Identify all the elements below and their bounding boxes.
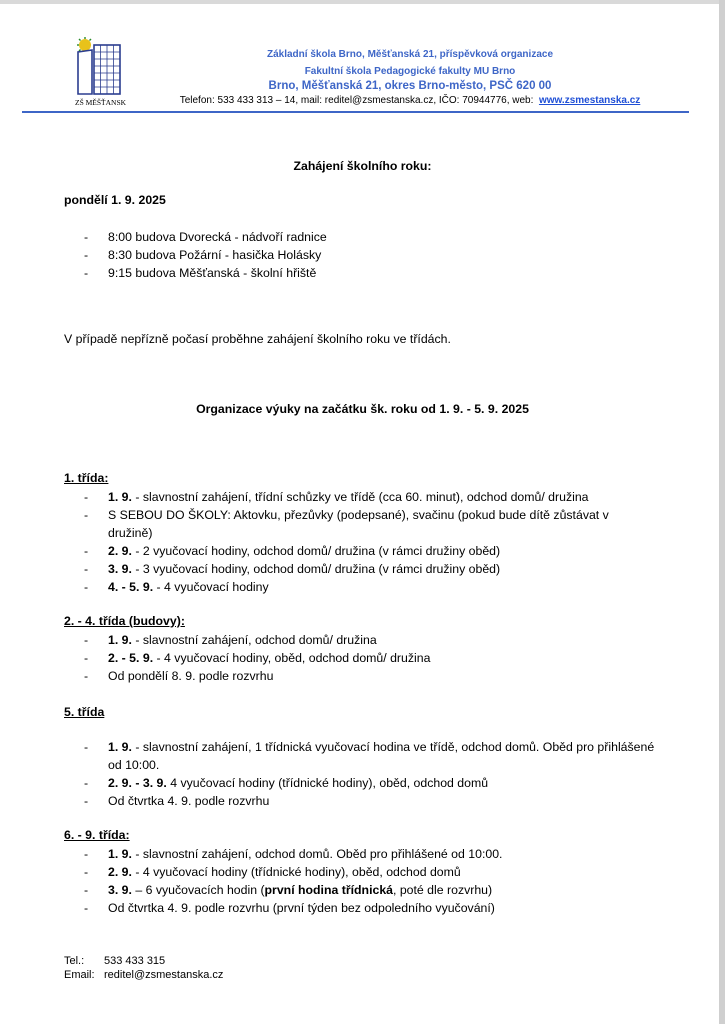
- header-faculty-line: Fakultní škola Pedagogické fakulty MU Brno: [304, 66, 516, 77]
- page-title: Zahájení školního roku:: [293, 159, 432, 173]
- list-item: - 4. - 5. 9. - 4 vyučovací hodiny: [84, 578, 648, 596]
- school-logo-graphic: [74, 36, 126, 108]
- viewer-right-edge: [719, 0, 725, 1024]
- header-address: Brno, Měšťanská 21, okres Brno-město, PSČ 620 00: [268, 80, 552, 92]
- opening-list: [84, 228, 648, 282]
- list-item: - Od čtvrtka 4. 9. podle rozvrhu: [84, 792, 648, 810]
- list-item: - 3. 9. - 3 vyučovací hodiny, odchod domů/ družina (v rámci družiny oběd): [84, 560, 648, 578]
- list-item: - 2. 9. - 2 vyučovací hodiny, odchod domů/ družina (v rámci družiny oběd): [84, 542, 648, 560]
- header-divider: [22, 111, 689, 113]
- list-item: - 8:00 budova Dvorecká - nádvoří radnice: [84, 228, 648, 246]
- list-item: - 2. 9. - 3. 9. 4 vyučovací hodiny (třídnické hodiny), oběd, odchod domů: [84, 774, 648, 792]
- list-item: - Od čtvrtka 4. 9. podle rozvrhu (první týden bez odpoledního vyučování): [84, 899, 648, 917]
- grade-5-list: [84, 738, 668, 810]
- list-item: - 2. 9. - 4 vyučovací hodiny (třídnické hodiny), oběd, odchod domů: [84, 863, 648, 881]
- website-link[interactable]: www.zsmestanska.cz: [538, 95, 641, 106]
- grades-2-4-list: [84, 631, 648, 685]
- list-item: - 2. - 5. 9. - 4 vyučovací hodiny, oběd, odchod domů/ družina: [84, 649, 648, 667]
- footer-email: [64, 969, 223, 981]
- school-logo: [74, 36, 126, 108]
- date-heading: pondělí 1. 9. 2025: [64, 193, 166, 207]
- footer-phone-label: Tel.:: [64, 955, 85, 967]
- header-school-name: Základní škola Brno, Měšťanská 21, příspěvková organizace: [266, 49, 554, 60]
- grade-1-list: [84, 488, 648, 596]
- footer-phone-value: 533 433 315: [104, 955, 166, 967]
- organization-title: Organizace výuky na začátku šk. roku od 1. 9. - 5. 9. 2025: [196, 402, 529, 416]
- grades-6-9-list: [84, 845, 648, 917]
- list-item: - 1. 9. - slavnostní zahájení, 1 třídnická vyučovací hodina ve třídě, odchod domů. Oběd pro přihlášené od 10:00.: [84, 738, 668, 774]
- weather-note: V případě nepřízně počasí proběhne zahájení školního roku ve třídách.: [64, 332, 451, 346]
- list-item: - S SEBOU DO ŠKOLY: Aktovku, přezůvky (podepsané), svačinu (pokud bude dítě zůstávat v družině): [84, 506, 648, 542]
- section-heading-grade-5: 5. třída: [64, 705, 105, 719]
- list-item: - 8:30 budova Požární - hasička Holásky: [84, 246, 648, 264]
- list-item: - 3. 9. – 6 vyučovacích hodin (první hodina třídnická, poté dle rozvrhu): [84, 881, 648, 899]
- footer-email-value: reditel@zsmestanska.cz: [104, 969, 224, 981]
- header-contact-text: Telefon: 533 433 313 – 14, mail: reditel@zsmestanska.cz, IČO: 70944776, web:: [179, 95, 534, 106]
- section-heading-grades-6-9: 6. - 9. třída:: [64, 828, 130, 842]
- footer-phone: [64, 955, 165, 967]
- footer-email-label: Email:: [64, 969, 95, 981]
- list-item: - Od pondělí 8. 9. podle rozvrhu: [84, 667, 648, 685]
- section-heading-grade-1: 1. třída:: [64, 471, 109, 485]
- list-item: - 1. 9. - slavnostní zahájení, odchod domů. Oběd pro přihlášené od 10:00.: [84, 845, 648, 863]
- header-contact: [130, 95, 690, 106]
- logo-text: ZŠ MĚŠŤANSKÁ: [75, 98, 126, 107]
- list-item: - 1. 9. - slavnostní zahájení, odchod domů/ družina: [84, 631, 648, 649]
- section-heading-grades-2-4: 2. - 4. třída (budovy):: [64, 614, 185, 628]
- list-item: - 9:15 budova Měšťanská - školní hřiště: [84, 264, 648, 282]
- list-item: - 1. 9. - slavnostní zahájení, třídní schůzky ve třídě (cca 60. minut), odchod domů/ družina: [84, 488, 648, 506]
